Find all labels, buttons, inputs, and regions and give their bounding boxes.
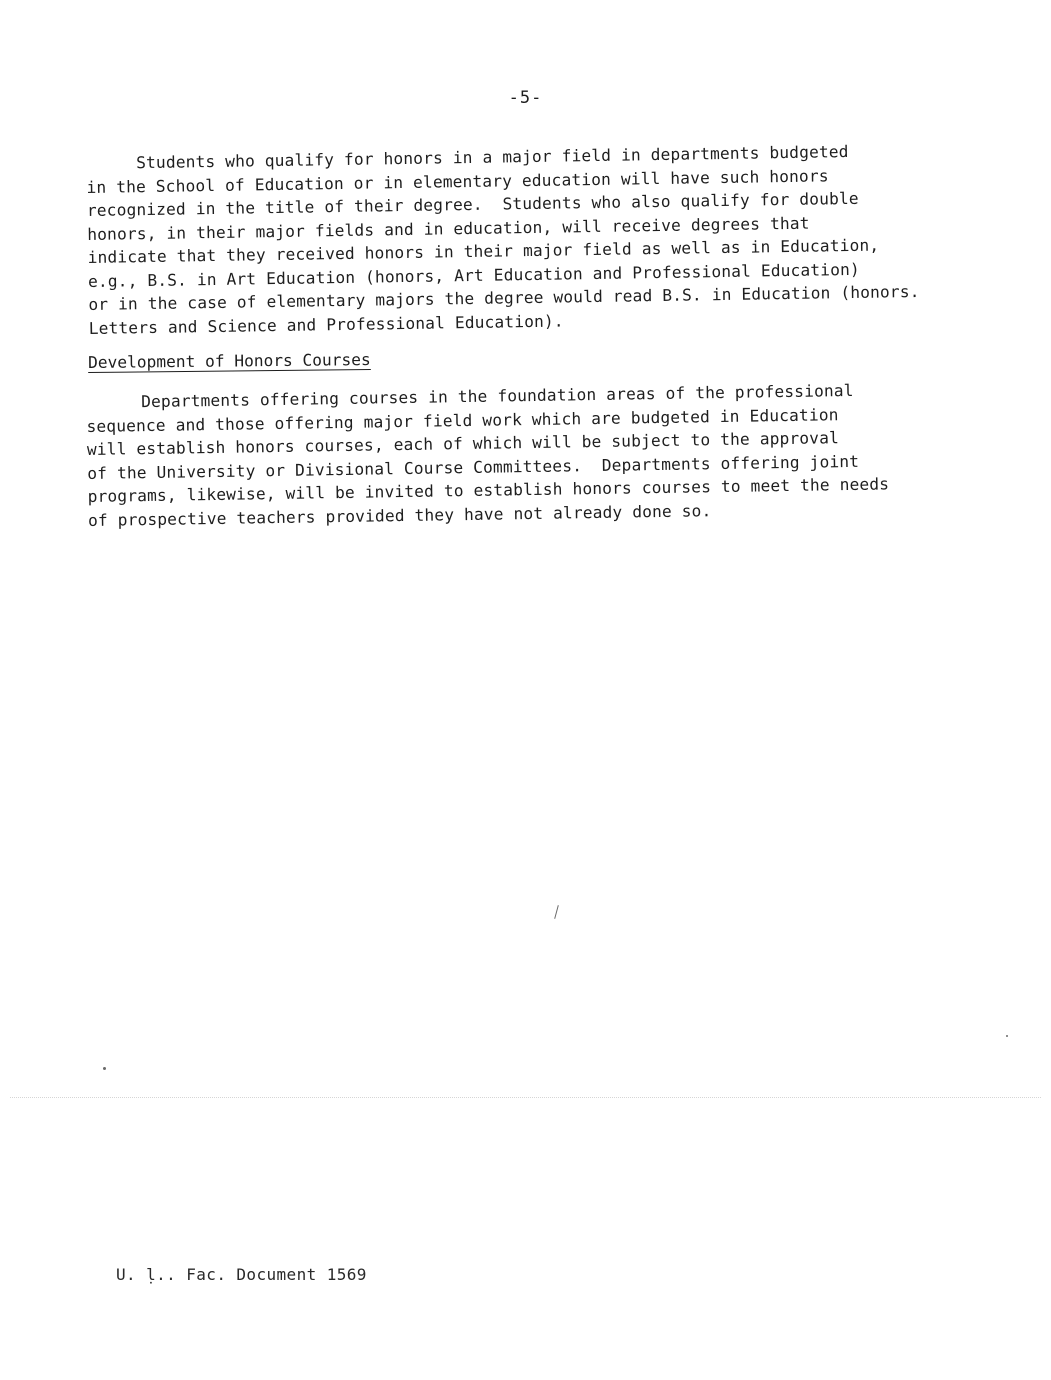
- paragraph-line: programs, likewise, will be invited to establish honors courses to meet the needs: [87, 474, 890, 506]
- paragraph-line: recognized in the title of their degree. Students who also qualify for double: [86, 188, 859, 220]
- paragraph-honors-degree-title: [86, 138, 989, 340]
- paragraph-line: sequence and those offering major field work which are budgeted in Education: [86, 404, 839, 436]
- section-heading: Development of Honors Courses: [88, 350, 371, 372]
- scan-artifact-line: [10, 1097, 1041, 1098]
- paragraph-line: Departments offering courses in the foundation areas of the professional: [141, 380, 854, 412]
- scan-speck: [554, 905, 559, 919]
- scan-speck: [103, 1067, 106, 1070]
- paragraph-line: e.g., B.S. in Art Education (honors, Art Education and Professional Education): [87, 259, 860, 291]
- paragraph-line: in the School of Education or in elementary education will have such honors: [86, 165, 829, 197]
- scan-speck: [1006, 1035, 1008, 1037]
- paragraph-line: will establish honors courses, each of which will be subject to the approval: [86, 428, 840, 459]
- paragraph-line: of prospective teachers provided they have not already done so.: [87, 500, 712, 530]
- paragraph-line: or in the case of elementary majors the degree would read B.S. in Education (honors.: [88, 281, 920, 314]
- paragraph-line: indicate that they received honors in their major field as well as in Education,: [87, 235, 880, 267]
- paragraph-honors-courses: [86, 377, 988, 532]
- paragraph-line: of the University or Divisional Course Committees. Departments offering joint: [87, 451, 860, 483]
- page-number: -5-: [508, 88, 543, 108]
- paragraph-line: Students who qualify for honors in a major field in departments budgeted: [136, 142, 849, 173]
- paragraph-line: honors, in their major fields and in education, will receive degrees that: [87, 213, 810, 244]
- paragraph-line: Letters and Science and Professional Education).: [88, 311, 564, 338]
- document-reference-footer: U. ḷ.. Fac. Document 1569: [116, 1265, 367, 1284]
